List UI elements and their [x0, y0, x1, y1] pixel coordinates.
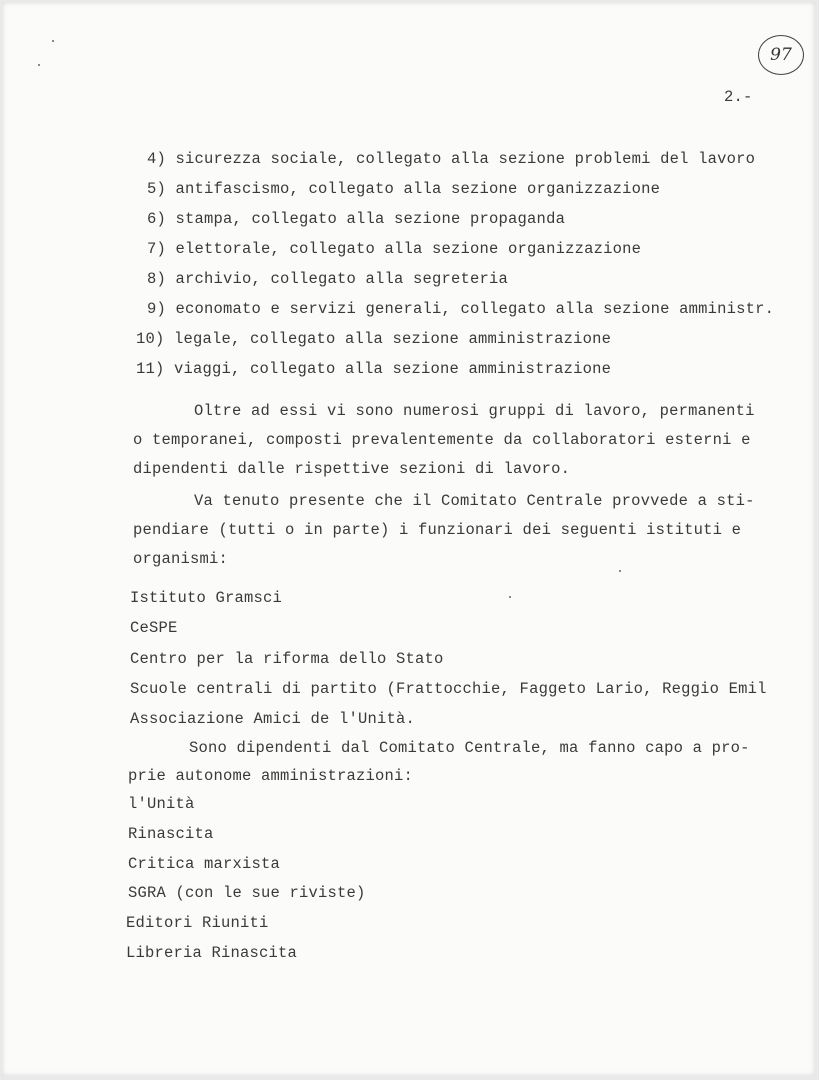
institute-item: CeSPE: [130, 619, 178, 637]
numbered-item: 6) stampa, collegato alla sezione propaganda: [147, 210, 566, 228]
paper-speck: [38, 64, 40, 66]
paragraph-line: pendiare (tutti o in parte) i funzionari dei seguenti istituti e: [133, 521, 742, 539]
numbered-item: 7) elettorale, collegato alla sezione organizzazione: [147, 240, 642, 258]
paper-speck: [619, 570, 621, 572]
paragraph-line: dipendenti dalle rispettive sezioni di lavoro.: [133, 460, 571, 478]
numbered-item: 11) viaggi, collegato alla sezione amministrazione: [136, 360, 612, 378]
administration-item: Editori Riuniti: [126, 914, 269, 932]
administration-item: l'Unità: [128, 795, 195, 813]
numbered-item: 10) legale, collegato alla sezione amministrazione: [136, 330, 612, 348]
administration-item: Libreria Rinascita: [126, 944, 298, 962]
document-page: [2, 2, 815, 1076]
folio-stamp: 97: [758, 35, 804, 75]
institute-item: Istituto Gramsci: [130, 589, 283, 607]
paper-speck: [509, 596, 511, 598]
paper-speck: [52, 40, 54, 42]
institute-item: Scuole centrali di partito (Frattocchie, Faggeto Lario, Reggio Emil: [130, 680, 767, 698]
paragraph-line: organismi:: [133, 550, 229, 568]
institute-item: Associazione Amici de l'Unità.: [130, 710, 416, 728]
numbered-item: 9) economato e servizi generali, collegato alla sezione amministr.: [147, 300, 775, 318]
paragraph-line: Va tenuto presente che il Comitato Centrale provvede a sti-: [194, 492, 755, 510]
page-number: 2.-: [724, 88, 753, 106]
numbered-item: 4) sicurezza sociale, collegato alla sezione problemi del lavoro: [147, 150, 756, 168]
paragraph-line: o temporanei, composti prevalentemente da collaboratori esterni e: [133, 431, 751, 449]
administration-item: SGRA (con le sue riviste): [128, 884, 366, 902]
paragraph-line: Sono dipendenti dal Comitato Centrale, ma fanno capo a pro-: [189, 739, 750, 757]
paragraph-line: prie autonome amministrazioni:: [128, 767, 414, 785]
numbered-item: 5) antifascismo, collegato alla sezione organizzazione: [147, 180, 661, 198]
numbered-item: 8) archivio, collegato alla segreteria: [147, 270, 509, 288]
paragraph-line: Oltre ad essi vi sono numerosi gruppi di lavoro, permanenti: [194, 402, 755, 420]
administration-item: Critica marxista: [128, 855, 281, 873]
administration-item: Rinascita: [128, 825, 214, 843]
institute-item: Centro per la riforma dello Stato: [130, 650, 444, 668]
